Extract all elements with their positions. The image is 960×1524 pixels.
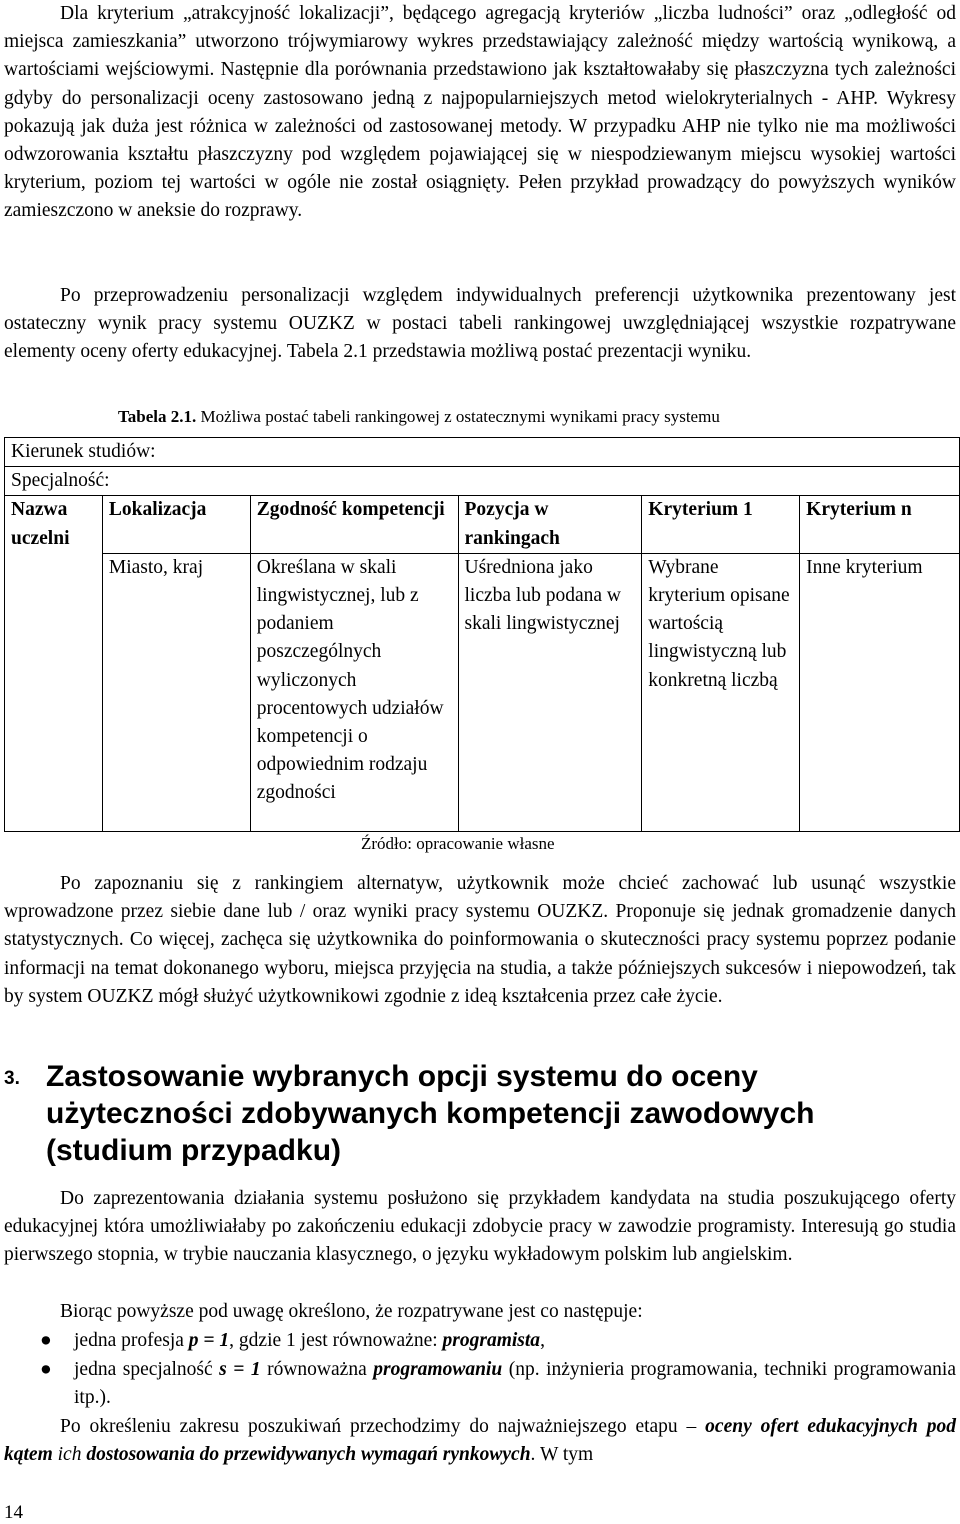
header-cell: Lokalizacja [102, 496, 250, 553]
table-header-row [5, 496, 960, 553]
list-item: ● jedna specjalność s = 1 równoważna programowaniu (np. inżynieria programowania, techniki programowania itp.). [0, 1356, 956, 1412]
table-row [5, 553, 960, 831]
table-caption-label: Tabela 2.1. [118, 407, 197, 426]
table-row [5, 438, 960, 467]
ranking-table [4, 437, 960, 832]
page-number: 14 [4, 1502, 23, 1523]
table-cell: Miasto, kraj [102, 553, 250, 831]
bullet-dot-icon: ● [40, 1330, 52, 1351]
paragraph-5: Biorąc powyższe pod uwagę określono, że rozpatrywane jest co następuje: [60, 1301, 643, 1322]
header-cell: Nazwa uczelni [5, 496, 103, 553]
header-cell: Zgodność kompetencji [250, 496, 458, 553]
table-cell: Inne kryterium [800, 553, 960, 831]
bullet-dot-icon: ● [40, 1359, 52, 1381]
table-caption [118, 405, 720, 429]
paragraph-1: Dla kryterium „atrakcyjność lokalizacji”, będącego agregacją kryteriów „liczba ludności” oraz „odległość od miejsca zamieszkania” utworzono trójwymiarowy wykres przedstawiający zależność między wartością wynikową, a wartościami wejściowymi. Następnie dla porównania przedstawiono jak kształtowałaby się płaszczyzna tych zależności gdyby do personalizacji oceny zastosowano jedną z najpopularniejszych metod wielokryterialnych - AHP. Wykresy pokazują jak duża jest różnica w zależności od zastosowanej metody. W przypadku AHP nie tylko nie ma możliwości odwzorowania kształtu płaszczyzny pod względem pojawiającej się w niespodziewanym miejscu wysokiej wartości kryterium, poziom tej wartości w ogóle nie został osiągnięty. Pełen przykład prowadzący do powyższych wyników zamieszczono w aneksie do rozprawy. [4, 3, 956, 222]
list-item: ● jedna profesja p = 1, gdzie 1 jest równoważne: programista, [0, 1327, 956, 1355]
bullet-list [0, 1327, 956, 1413]
kierunek-cell: Kierunek studiów: [5, 438, 960, 467]
paragraph-6: Po określeniu zakresu poszukiwań przechodzimy do najważniejszego etapu – oceny ofert edukacyjnych pod kątem ich dostosowania do przewidywanych wymagań rynkowych. W tym [4, 1416, 956, 1466]
section-title: Zastosowanie wybranych opcji systemu do oceny użyteczności zdobywanych kompetencji zawodowych (studium przypadku) [46, 1060, 815, 1167]
paragraph-3: Po zapoznaniu się z rankingiem alternatyw, użytkownik może chcieć zachować lub usunąć wszystkie wprowadzone przez siebie dane lub / oraz wyniki pracy systemu OUZKZ. Proponuje się jednak gromadzenie danych statystycznych. Co więcej, zachęca się użytkownika do poinformowania o skuteczności pracy systemu poprzez podanie informacji na temat dokonanego wyboru, miejsca przyjęcia na studia, a także późniejszych sukcesów i niepowodzeń, tak by system OUZKZ mógł służyć użytkownikowi zgodnie z ideą kształcenia przez całe życie. [4, 873, 956, 1007]
table-source: Źródło: opracowanie własne [361, 834, 555, 853]
header-cell: Kryterium n [800, 496, 960, 553]
table-row [5, 467, 960, 496]
section-number: 3. [4, 1068, 20, 1089]
table-cell: Wybrane kryterium opisane wartością lingwistyczną lub konkretną liczbą [642, 553, 800, 831]
header-cell: Pozycja w rankingach [458, 496, 642, 553]
paragraph-2: Po przeprowadzeniu personalizacji względem indywidualnych preferencji użytkownika prezentowany jest ostateczny wynik pracy systemu OUZKZ w postaci tabeli rankingowej uwzględniającej wszystkie rozpatrywane elementy oceny oferty edukacyjnej. Tabela 2.1 przedstawia możliwą postać prezentacji wyniku. [4, 285, 956, 363]
specjalnosc-cell: Specjalność: [5, 467, 960, 496]
table-cell: Uśredniona jako liczba lub podana w skali lingwistycznej [458, 553, 642, 831]
paragraph-4: Do zaprezentowania działania systemu posłużono się przykładem kandydata na studia poszukującego oferty edukacyjnej która umożliwiałaby po zakończeniu edukacji zdobycie pracy w zawodzie programisty. Interesują go studia pierwszego stopnia, w trybie nauczania klasycznego, o języku wykładowym polskim lub angielskim. [4, 1188, 956, 1266]
table-cell: Określana w skali lingwistycznej, lub z podaniem poszczególnych wyliczonych procentowych udziałów kompetencji o odpowiednim rodzaju zgodności [250, 553, 458, 831]
table-caption-text: Możliwa postać tabeli rankingowej z ostatecznymi wynikami pracy systemu [196, 407, 720, 426]
header-cell: Kryterium 1 [642, 496, 800, 553]
table-cell [5, 553, 103, 831]
